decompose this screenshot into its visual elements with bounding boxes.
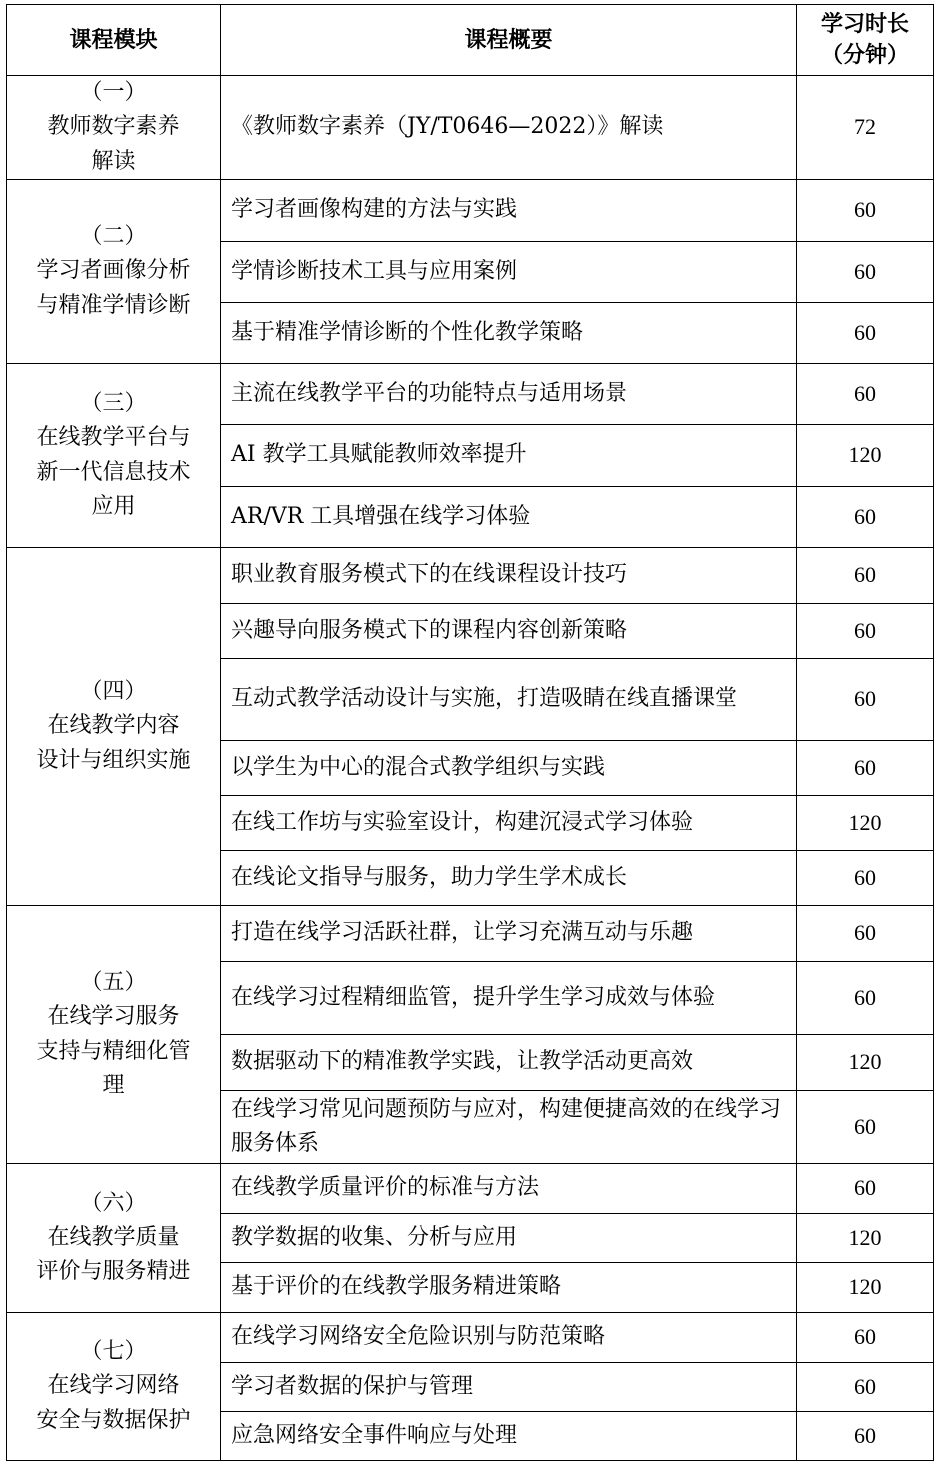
module-number: （四） xyxy=(80,679,147,705)
course-minutes: 60 xyxy=(797,303,934,364)
course-minutes: 60 xyxy=(797,962,934,1035)
course-table xyxy=(6,4,934,1461)
course-minutes: 60 xyxy=(797,1313,934,1363)
module-number: （七） xyxy=(80,1339,147,1365)
course-minutes: 120 xyxy=(797,1214,934,1263)
course-title: 在线论文指导与服务，助力学生学术成长 xyxy=(221,851,797,906)
course-title: 在线学习常见问题预防与应对，构建便捷高效的在线学习服务体系 xyxy=(221,1091,797,1164)
course-title: 在线学习网络安全危险识别与防范策略 xyxy=(221,1313,797,1363)
table-row xyxy=(7,548,934,604)
course-minutes: 60 xyxy=(797,242,934,303)
course-title: 互动式教学活动设计与实施，打造吸睛在线直播课堂 xyxy=(221,659,797,741)
module-cell xyxy=(7,548,221,906)
course-minutes: 120 xyxy=(797,1263,934,1313)
module-name-line: 在线学习服务 xyxy=(47,1004,180,1030)
module-cell xyxy=(7,1313,221,1461)
module-name-line: 安全与数据保护 xyxy=(36,1407,191,1433)
module-name-line: 新一代信息技术 xyxy=(36,459,191,485)
course-title: 在线教学质量评价的标准与方法 xyxy=(221,1164,797,1214)
module-name-line: 设计与组织实施 xyxy=(36,747,191,773)
course-minutes: 72 xyxy=(797,76,934,180)
course-minutes: 60 xyxy=(797,548,934,604)
module-name-line: 支持与精细化管 xyxy=(36,1038,191,1064)
course-minutes: 120 xyxy=(797,796,934,851)
course-minutes: 60 xyxy=(797,1091,934,1164)
module-number: （六） xyxy=(80,1190,147,1216)
table-row xyxy=(7,906,934,962)
module-name-line: 在线教学平台与 xyxy=(36,425,191,451)
course-title: 《教师数字素养（JY/T0646—2022）》解读 xyxy=(221,76,797,180)
course-minutes: 60 xyxy=(797,1412,934,1461)
module-number: （五） xyxy=(80,970,147,996)
course-title: 基于精准学情诊断的个性化教学策略 xyxy=(221,303,797,364)
module-number: （一） xyxy=(80,80,147,106)
course-title: 以学生为中心的混合式教学组织与实践 xyxy=(221,741,797,796)
header-duration-line2: （分钟） xyxy=(820,42,909,68)
table-row xyxy=(7,180,934,242)
course-title: 在线工作坊与实验室设计，构建沉浸式学习体验 xyxy=(221,796,797,851)
table-row xyxy=(7,1313,934,1363)
module-number: （三） xyxy=(80,391,147,417)
course-title: 应急网络安全事件响应与处理 xyxy=(221,1412,797,1461)
course-title: 职业教育服务模式下的在线课程设计技巧 xyxy=(221,548,797,604)
course-title: 教学数据的收集、分析与应用 xyxy=(221,1214,797,1263)
module-name-line: 评价与服务精进 xyxy=(36,1259,191,1285)
course-minutes: 60 xyxy=(797,180,934,242)
table-body xyxy=(7,76,934,1461)
module-name-line: 学习者画像分析 xyxy=(36,258,191,284)
module-number: （二） xyxy=(80,224,147,250)
course-title: 主流在线教学平台的功能特点与适用场景 xyxy=(221,364,797,425)
course-title: 基于评价的在线教学服务精进策略 xyxy=(221,1263,797,1313)
course-minutes: 60 xyxy=(797,604,934,659)
module-name-line: 在线教学质量 xyxy=(47,1224,180,1250)
module-name-line: 教师数字素养 xyxy=(47,114,180,140)
course-title: 在线学习过程精细监管，提升学生学习成效与体验 xyxy=(221,962,797,1035)
module-cell xyxy=(7,76,221,180)
module-name-line: 理 xyxy=(102,1072,125,1098)
course-minutes: 60 xyxy=(797,1363,934,1412)
course-title: 学习者数据的保护与管理 xyxy=(221,1363,797,1412)
course-title: AI 教学工具赋能教师效率提升 xyxy=(221,425,797,487)
header-duration-line1: 学习时长 xyxy=(820,11,909,38)
table-row xyxy=(7,364,934,425)
module-cell xyxy=(7,364,221,548)
course-title: AR/VR 工具增强在线学习体验 xyxy=(221,487,797,548)
course-title: 数据驱动下的精准教学实践，让教学活动更高效 xyxy=(221,1035,797,1091)
course-minutes: 60 xyxy=(797,741,934,796)
course-minutes: 120 xyxy=(797,425,934,487)
module-name-line: 在线教学内容 xyxy=(47,713,180,739)
course-minutes: 60 xyxy=(797,364,934,425)
table-header-row xyxy=(7,5,934,76)
course-minutes: 60 xyxy=(797,906,934,962)
module-cell xyxy=(7,906,221,1164)
table-row xyxy=(7,1164,934,1214)
module-cell xyxy=(7,1164,221,1313)
course-minutes: 120 xyxy=(797,1035,934,1091)
module-name-line: 在线学习网络 xyxy=(47,1373,180,1399)
module-name-line: 应用 xyxy=(91,493,136,519)
module-cell xyxy=(7,180,221,364)
course-minutes: 60 xyxy=(797,1164,934,1214)
header-duration xyxy=(797,5,934,76)
module-name-line: 与精准学情诊断 xyxy=(36,292,191,318)
course-minutes: 60 xyxy=(797,851,934,906)
course-title: 打造在线学习活跃社群，让学习充满互动与乐趣 xyxy=(221,906,797,962)
header-summary: 课程概要 xyxy=(221,5,797,76)
table-row xyxy=(7,76,934,180)
module-name-line: 解读 xyxy=(91,148,136,174)
course-minutes: 60 xyxy=(797,487,934,548)
course-title: 学情诊断技术工具与应用案例 xyxy=(221,242,797,303)
course-minutes: 60 xyxy=(797,659,934,741)
header-module: 课程模块 xyxy=(7,5,221,76)
course-title: 学习者画像构建的方法与实践 xyxy=(221,180,797,242)
course-title: 兴趣导向服务模式下的课程内容创新策略 xyxy=(221,604,797,659)
